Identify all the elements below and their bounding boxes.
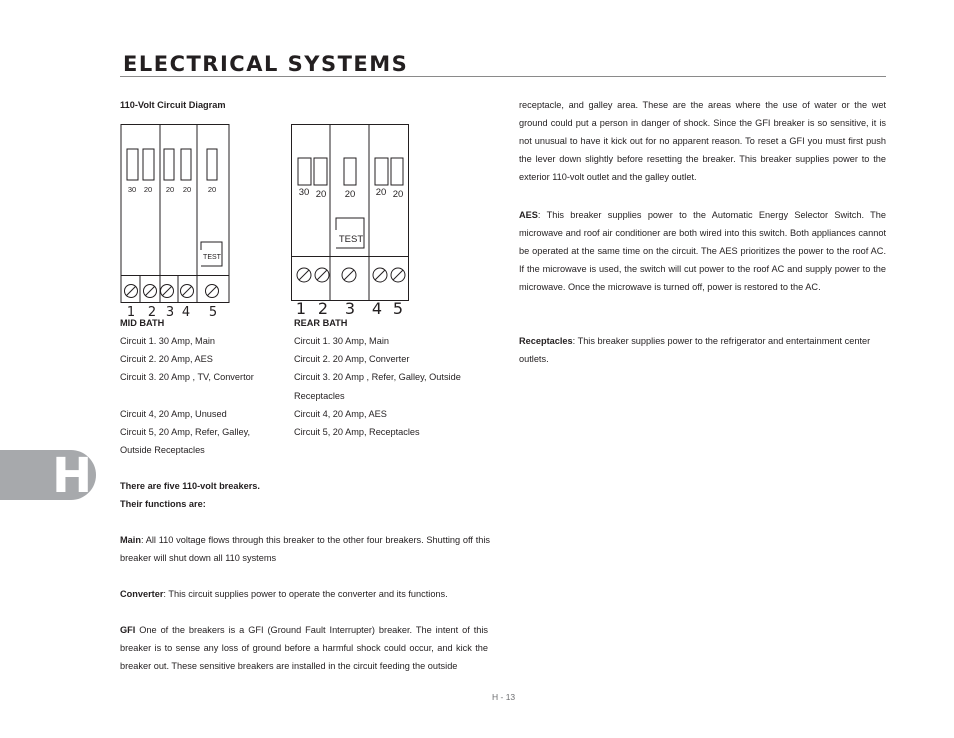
aes-paragraph — [519, 206, 886, 296]
terminal-screw — [391, 268, 405, 282]
circuit-number: 5 — [208, 305, 218, 320]
section-tab — [0, 448, 96, 504]
terminal-screw — [125, 285, 138, 298]
breakers-intro: Their functions are: — [120, 499, 206, 509]
terminal-screw — [181, 285, 194, 298]
amp-label: 30 — [127, 185, 137, 194]
converter-text: : This circuit supplies power to operate the converter and its functions. — [163, 589, 448, 599]
aes-text: : This breaker supplies power to the Automatic Energy Selector Switch. The microwave and roof air conditioner are both wired into this switch. Both appliances cannot be operated at the same time on the circuit. The AES prioritizes the power to the roof AC. If the microwave is used, the switch will cut power to the roof AC and supply power to the microwave. Once the microwave is turned off, power is restored to the AC. — [519, 210, 886, 292]
circuit-number: 2 — [317, 299, 329, 318]
gfi-text: One of the breakers is a GFI (Ground Fault Interrupter) breaker. The intent of this breaker is to sense any loss of ground before a harmful shock could occur, and kick the breaker out. These sensitive breakers are installed in the circuit feeding the outside — [120, 625, 488, 671]
breaker-switch — [375, 158, 388, 185]
breaker-switch — [344, 158, 356, 185]
breaker-switch — [164, 149, 174, 180]
main-label: Main — [120, 535, 141, 545]
breaker-switch — [314, 158, 327, 185]
rear-bath-circuit: Receptacles — [294, 391, 345, 401]
terminal-screw — [144, 285, 157, 298]
breaker-switch — [181, 149, 191, 180]
receptacles-paragraph — [519, 332, 889, 368]
circuit-number: 1 — [295, 299, 307, 318]
circuit-number: 4 — [371, 299, 383, 318]
amp-label: 20 — [207, 185, 217, 194]
mid-bath-circuit: Circuit 5, 20 Amp, Refer, Galley, — [120, 427, 251, 437]
rear-bath-circuit: Circuit 3. 20 Amp , Refer, Galley, Outside — [294, 372, 461, 382]
mid-bath-breaker-diagram — [118, 122, 234, 320]
circuit-number: 5 — [392, 299, 404, 318]
amp-label: 20 — [165, 185, 175, 194]
mid-bath-heading: MID BATH — [120, 318, 165, 328]
mid-bath-circuit: Circuit 1. 30 Amp, Main — [120, 336, 215, 346]
breaker-switch — [298, 158, 311, 185]
terminal-screw — [315, 268, 329, 282]
rear-bath-circuit: Circuit 5, 20 Amp, Receptacles — [294, 427, 420, 437]
mid-bath-circuit: Circuit 3. 20 Amp , TV, Convertor — [120, 372, 254, 382]
page-title: ELECTRICAL SYSTEMS — [123, 52, 409, 76]
circuit-number: 1 — [126, 305, 136, 320]
breakers-intro: There are five 110-volt breakers. — [120, 481, 260, 491]
section-tab-letter: H — [52, 448, 93, 504]
title-rule — [120, 76, 886, 77]
test-label: TEST — [338, 234, 364, 245]
amp-label: 20 — [182, 185, 192, 194]
breaker-switch — [391, 158, 403, 185]
circuit-number: 4 — [181, 305, 191, 320]
mid-bath-circuit: Circuit 2. 20 Amp, AES — [120, 354, 213, 364]
converter-label: Converter — [120, 589, 164, 599]
rear-bath-circuit: Circuit 1. 30 Amp, Main — [294, 336, 389, 346]
diagram-heading: 110-Volt Circuit Diagram — [120, 100, 226, 110]
receptacles-label: Receptacles — [519, 336, 573, 346]
amp-label: 20 — [315, 189, 327, 200]
amp-label: 20 — [143, 185, 153, 194]
rear-bath-circuit: Circuit 2. 20 Amp, Converter — [294, 354, 410, 364]
terminal-screw — [161, 285, 174, 298]
breaker-switch — [143, 149, 154, 180]
test-label: TEST — [203, 254, 221, 261]
circuit-number: 2 — [147, 305, 157, 320]
converter-paragraph — [120, 585, 490, 603]
terminal-screw — [206, 285, 219, 298]
mid-bath-circuit: Circuit 4, 20 Amp, Unused — [120, 409, 227, 419]
receptacles-text: : This breaker supplies power to the refrigerator and entertainment center outlets. — [519, 336, 871, 364]
rear-bath-heading: REAR BATH — [294, 318, 348, 328]
terminal-screw — [373, 268, 387, 282]
circuit-number: 3 — [344, 299, 356, 318]
main-text: : All 110 voltage flows through this breaker to the other four breakers. Shutting off this breaker will shut down all 110 systems — [120, 535, 490, 563]
amp-label: 20 — [375, 187, 387, 198]
gfi-continued-paragraph: receptacle, and galley area. These are the areas where the use of water or the wet ground could put a person in danger of shock. Since the GFI breaker is so sensitive, it is not unusual to have it kick out for no apparent reason. To reset a GFI you must first push the lever down slightly before resetting the breaker. This breaker supplies power to the exterior 110-volt outlet and the galley outlet. — [519, 100, 886, 182]
circuit-number: 3 — [165, 305, 175, 320]
main-paragraph — [120, 531, 490, 567]
rear-bath-circuit: Circuit 4, 20 Amp, AES — [294, 409, 387, 419]
rear-bath-breaker-diagram — [288, 122, 412, 320]
aes-label: AES — [519, 210, 538, 220]
amp-label: 20 — [392, 189, 404, 200]
terminal-screw — [297, 268, 311, 282]
gfi-paragraph — [120, 621, 488, 675]
breaker-switch — [207, 149, 217, 180]
amp-label: 20 — [344, 189, 356, 200]
terminal-screw — [342, 268, 356, 282]
mid-bath-circuit: Outside Receptacles — [120, 445, 205, 455]
gfi-label: GFI — [120, 625, 136, 635]
amp-label: 30 — [298, 187, 310, 198]
page-number: H - 13 — [492, 692, 516, 702]
breaker-switch — [127, 149, 138, 180]
